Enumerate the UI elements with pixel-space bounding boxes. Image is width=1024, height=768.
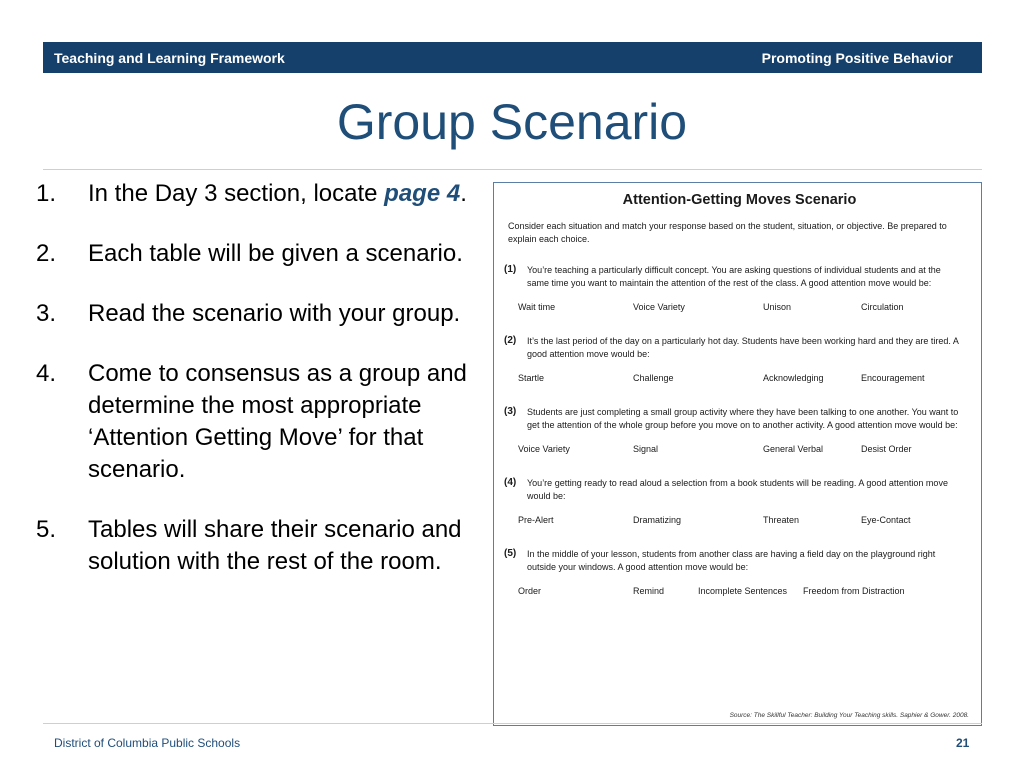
scenario-options xyxy=(518,373,971,386)
step-number: 4. xyxy=(36,360,57,387)
footer-organization: District of Columbia Public Schools xyxy=(54,736,241,750)
scenario-options xyxy=(518,586,971,599)
header-right-title: Promoting Positive Behavior xyxy=(761,49,953,66)
scenario-option: General Verbal xyxy=(763,444,824,454)
worksheet-intro: Consider each situation and match your response based on the student, situation, or objective. Be prepared to explain each choice. xyxy=(508,221,947,244)
step-item xyxy=(36,514,476,578)
page-title: Group Scenario xyxy=(336,94,688,150)
step-text: Read the scenario with your group. xyxy=(88,300,461,327)
step-item xyxy=(36,178,476,210)
scenario-option: Voice Variety xyxy=(633,302,685,312)
scenario-number: (3) xyxy=(504,406,517,417)
header-left-title: Teaching and Learning Framework xyxy=(54,49,285,66)
scenario-option: Challenge xyxy=(633,373,674,383)
scenario-text: You’re getting ready to read aloud a selection from a book students will be reading. A good attention move would be: xyxy=(527,478,948,501)
step-number: 2. xyxy=(36,240,57,267)
step-emphasis: page 4 xyxy=(384,180,461,207)
top-divider xyxy=(43,169,982,170)
step-text: Come to consensus as a group and determine the most appropriate ‘Attention Getting Move’ for that scenario. xyxy=(88,360,467,483)
scenario-option: Dramatizing xyxy=(633,515,682,525)
step-text-after: . xyxy=(460,180,467,207)
worksheet-title: Attention-Getting Moves Scenario xyxy=(622,192,857,208)
scenario-option: Wait time xyxy=(518,302,556,312)
step-number: 3. xyxy=(36,300,57,327)
step-item xyxy=(36,238,476,270)
scenario-number: (4) xyxy=(504,477,517,488)
scenario-option: Eye-Contact xyxy=(861,515,911,525)
step-text-before: In the Day 3 section, locate xyxy=(88,180,385,207)
scenario-options xyxy=(518,302,971,315)
scenario-option: Circulation xyxy=(861,302,904,312)
scenario-number: (1) xyxy=(504,264,517,275)
scenario-number: (5) xyxy=(504,548,517,559)
step-text xyxy=(88,178,476,210)
step-number: 5. xyxy=(36,516,57,543)
scenario-item xyxy=(504,477,971,503)
worksheet-source: Source: The Skillful Teacher: Building Your Teaching skills. Saphier & Gower. 2008. xyxy=(729,712,969,719)
scenario-options xyxy=(518,444,971,457)
scenario-item xyxy=(504,406,971,432)
scenario-option: Remind xyxy=(633,586,665,596)
scenario-item xyxy=(504,335,971,361)
scenario-option: Desist Order xyxy=(861,444,912,454)
step-number: 1. xyxy=(36,180,57,207)
scenario-option: Threaten xyxy=(763,515,800,525)
scenario-option: Encouragement xyxy=(861,373,925,383)
step-text: Each table will be given a scenario. xyxy=(88,240,463,267)
scenario-option: Order xyxy=(518,586,542,596)
scenario-text: It’s the last period of the day on a particularly hot day. Students have been working hard and they are tired. A good attention move would be: xyxy=(527,336,959,359)
page-number: 21 xyxy=(956,736,970,750)
scenario-option: Acknowledging xyxy=(763,373,824,383)
scenario-worksheet-image xyxy=(493,182,982,726)
scenario-text: You’re teaching a particularly difficult concept. You are asking questions of individual students and at the same time you want to maintain the attention of the rest of the class. A good attention move would be: xyxy=(527,265,941,288)
step-item xyxy=(36,298,476,330)
scenario-text: In the middle of your lesson, students from another class are having a field day on the playground right outside your windows. A good attention move would be: xyxy=(527,549,936,572)
step-list xyxy=(36,178,476,578)
scenario-option: Freedom from Distraction xyxy=(803,586,905,596)
scenario-option: Voice Variety xyxy=(518,444,570,454)
scenario-option: Unison xyxy=(763,302,792,312)
scenario-item xyxy=(504,264,971,290)
scenario-options xyxy=(518,515,971,528)
scenario-option: Pre-Alert xyxy=(518,515,554,525)
bottom-divider xyxy=(43,723,982,724)
step-item xyxy=(36,358,476,486)
scenario-text: Students are just completing a small group activity where they have been talking to one another. You want to get the attention of the whole group before you move on to another activity. A good attention move would be: xyxy=(527,407,959,430)
step-text: Tables will share their scenario and solution with the rest of the room. xyxy=(88,516,462,575)
scenario-option: Incomplete Sentences xyxy=(698,586,788,596)
scenario-option: Signal xyxy=(633,444,659,454)
scenario-item xyxy=(504,548,971,574)
scenario-number: (2) xyxy=(504,335,517,346)
scenario-option: Startle xyxy=(518,373,545,383)
header-bar xyxy=(43,42,982,73)
